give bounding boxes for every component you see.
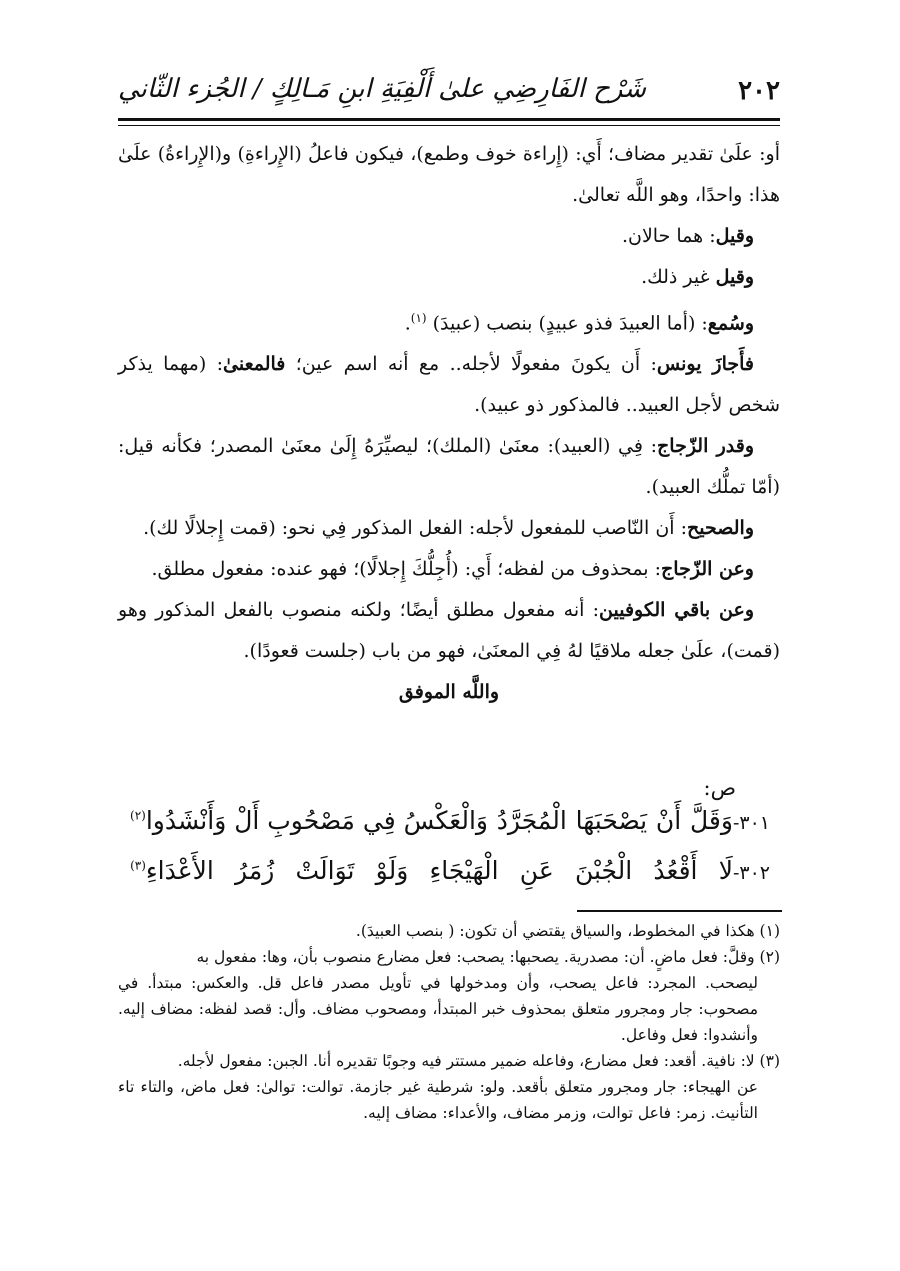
footnote-2 <box>118 944 780 1048</box>
verse-text: وَالْعَكْسُ فِي مَصْحُوبِ أَلْ وَأَنْشَدُوا <box>145 806 488 835</box>
header-rule-thick <box>118 118 780 121</box>
paragraph-6 <box>118 426 780 508</box>
term-label: فأَجازَ يونس <box>656 353 754 376</box>
footnotes <box>118 918 780 1126</box>
verse-word: أَقْعُدُ <box>653 856 698 885</box>
main-text <box>118 134 780 713</box>
verse-text: وَقَلَّ <box>689 806 733 835</box>
verse-word: يَصْحَبَهَا <box>575 806 648 835</box>
term-label: وقيل <box>715 266 754 288</box>
footnote-continuation: ليصحب. المجرد: فاعل يصحب، وأن ومدخولها في تأويل مصدر فاعل قل. والعكس: مبتدأ. في مصحوب: جار ومجرور متعلق بمحذوف خبر المبتدأ، ومصحوب مضاف. وأل: قصد لفظه: مضاف إليه. وأنشدوا: فعل وفاعل. <box>118 974 758 1044</box>
paragraph-9 <box>118 590 780 672</box>
paragraph-1: أو: علَىٰ تقدير مضاف؛ أَي: (إِراءة خوف وطمع)، فيكون فاعلُ (الإِراءةِ) و(الإِراءةُ) علَىٰ هذا: واحدًا، وهو اللَّه تعالىٰ. <box>118 143 780 206</box>
paragraph-3 <box>118 257 780 298</box>
paragraph-text: : فِي (العبيد): معنَىٰ (الملك)؛ ليصيِّرَهُ إِلَىٰ معنَىٰ المصدر؛ فكأنه قيل: (أمّا تملُّك العبيد). <box>118 435 780 499</box>
running-title: شَرْح الفَارِضِي علىٰ أَلْفِيَةِ ابنِ مَـالِكٍ / الجُزء الثّاني <box>118 74 647 104</box>
footnote-ref-2[interactable]: (٢) <box>130 808 146 823</box>
verse-number: ٣٠٢- <box>732 862 770 884</box>
verse-text: الأَعْدَاءِ <box>145 856 214 885</box>
verse-word: عَنِ <box>519 856 554 885</box>
paragraph-text: : أَن النّاصب للمفعول لأجله: الفعل المذكور فِي نحو: (قمت إِجلالًا لك). <box>143 517 688 540</box>
term-label: والصحيح <box>687 517 754 540</box>
term-label: وقيل <box>715 225 754 247</box>
paragraph-text: : (أما العبيدَ فذو عبيدٍ) بنصب (عبيدَ) <box>426 312 708 335</box>
footnote-ref-1[interactable]: (١) <box>410 311 427 325</box>
verse-marker: ص: <box>703 776 736 800</box>
verse-word: زُمَرُ <box>235 856 275 885</box>
verse-word <box>719 856 770 885</box>
paragraph-text: : (مهما يذكر شخص لأجل العبيد.. فالمذكور ذو عبيد). <box>118 353 780 417</box>
page-header <box>118 70 780 116</box>
verse-word: الْهَيْجَاءِ <box>429 856 499 885</box>
term-label: وقدر الزّجاج <box>657 435 754 458</box>
verse-word: تَوَالَتْ <box>295 856 355 885</box>
term-label: وسُمع <box>707 312 754 335</box>
verse-line-302 <box>130 856 770 885</box>
verse-word: الْمُجَرَّدُ <box>496 806 567 835</box>
paragraph-4 <box>118 298 780 344</box>
verse-word <box>130 806 488 835</box>
paragraph-text: : أَن يكونَ مفعولًا لأجله.. مع أنه اسم عين؛ <box>285 353 657 376</box>
paragraph-8 <box>118 549 780 590</box>
verse-word <box>690 806 770 835</box>
paragraph-5 <box>118 344 780 426</box>
term-label: وعن باقي الكوفيين <box>599 599 754 622</box>
verse-text: لَا <box>718 856 733 885</box>
paragraph-2 <box>118 216 780 257</box>
paragraph-7 <box>118 508 780 549</box>
footnote-3 <box>118 1048 780 1126</box>
page-number: ٢٠٢ <box>738 76 780 106</box>
verse-word: أَنْ <box>655 806 682 835</box>
closing-phrase: واللَّه الموفق <box>398 681 500 704</box>
header-rule-thin <box>118 125 780 126</box>
term-label: وعن الزّجاج <box>661 558 754 581</box>
verse-word: وَلَوْ <box>375 856 409 885</box>
footnote-continuation: عن الهيجاء: جار ومجرور متعلق بأقعد. ولو: شرطية غير جازمة. توالت: توالىٰ: فعل ماض، والتاء تاء التأنيث. زمر: فاعل توالت، وزمر مضاف، والأعداء: مضاف إليه. <box>118 1078 758 1122</box>
verse-number: ٣٠١- <box>732 812 770 834</box>
paragraph-text: : بمحذوف من لفظه؛ أَي: (أُجِلُّكَ إِجلالًا)؛ فهو عنده: مفعول مطلق. <box>151 558 662 581</box>
footnote-ref-3[interactable]: (٣) <box>130 858 146 873</box>
verse-word <box>130 856 214 885</box>
paragraph-text: : هما حالان. <box>621 225 716 247</box>
paragraph-text: : أنه مفعول مطلق أيضًا؛ ولكنه منصوب بالفعل المذكور وهو (قمت)، علَىٰ جعله ملاقيًا لهُ فِي المعنَىٰ، فهو من باب (جلست قعودًا). <box>118 599 780 663</box>
footnote-text: (٢) وقلَّ: فعل ماضٍ. أن: مصدرية. يصحبها: يصحب: فعل مضارع منصوب بأن، وها: مفعول به <box>196 948 780 966</box>
term-label: فالمعنىٰ <box>223 353 286 376</box>
footnote-separator <box>577 910 782 912</box>
verse-line-301 <box>130 806 770 835</box>
verse-word: الْجُبْنَ <box>574 856 633 885</box>
footnote-text: (٣) لا: نافية. أقعد: فعل مضارع، وفاعله ضمير مستتر فيه وجوبًا تقديره أنا. الجبن: مفعول لأجله. <box>177 1052 780 1070</box>
footnote-1: (١) هكذا في المخطوط، والسياق يقتضي أن تكون: ( بنصب العبيدَ). <box>355 922 780 940</box>
paragraph-text: غير ذلك. <box>641 266 716 288</box>
paragraph-end: . <box>404 312 411 335</box>
